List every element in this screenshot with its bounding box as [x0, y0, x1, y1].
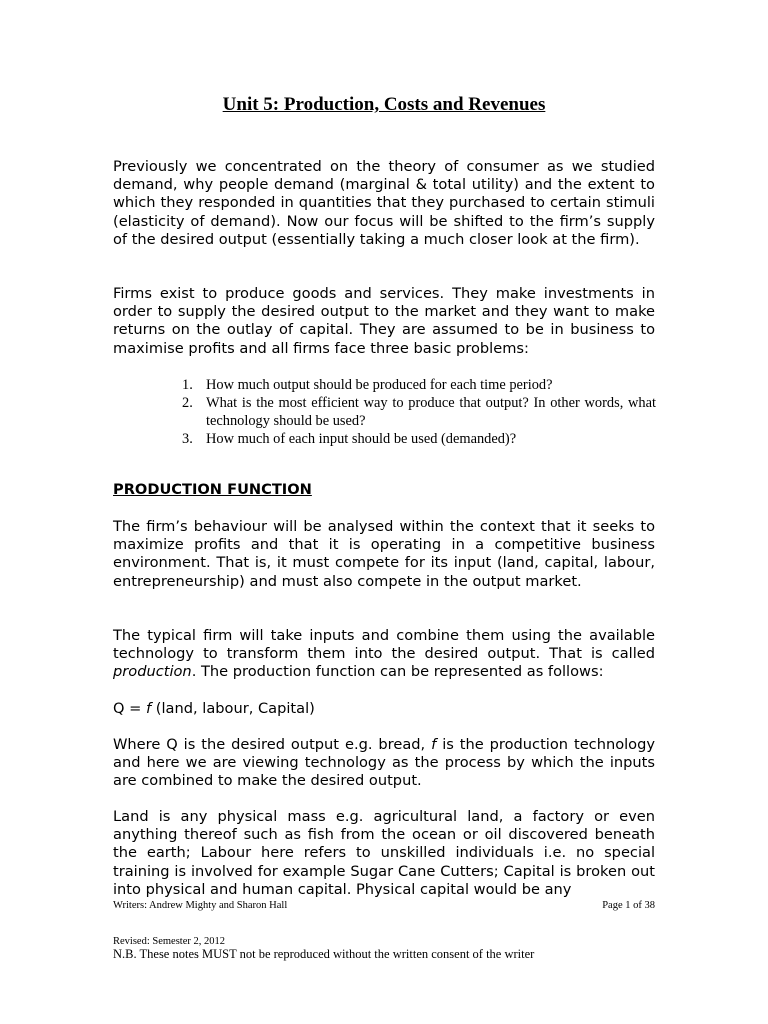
function-symbol: f — [431, 736, 437, 753]
text-run: The typical firm will take inputs and combine them using the available technology to transform them into the desired output. That is called — [113, 627, 655, 663]
list-number: 2. — [182, 395, 193, 411]
production-equation — [113, 700, 655, 718]
footer-revised: Revised: Semester 2, 2012 — [113, 936, 225, 947]
paragraph-land: Land is any physical mass e.g. agricultural land, a factory or even anything thereof such as fish from the ocean or oil discovered beneath the earth; Labour here refers to unskilled individuals i.e. no special training is involved for example Sugar Cane Cutters; Capital is broken out into physical and human capital. Physical capital would be any — [113, 808, 655, 898]
paragraph-behaviour: The firm’s behaviour will be analysed within the context that it seeks to maximize profits and that it is operating in a competitive business environment. That is, it must compete for its input (land, capital, labour, entrepreneurship) and must also compete in the output market. — [113, 518, 655, 590]
list-text: What is the most efficient way to produce that output? In other words, what technology should be used? — [206, 395, 656, 429]
function-symbol: f — [146, 700, 152, 717]
list-number: 1. — [182, 377, 193, 393]
text-run: is the production technology and here we are viewing technology as the process by which the inputs are combined to make the desired output. — [113, 736, 656, 790]
footer-note: N.B. These notes MUST not be reproduced without the written consent of the writer — [113, 947, 535, 961]
text-run: Q = — [113, 700, 146, 717]
text-run: . The production function can be represented as follows: — [191, 663, 604, 681]
list-item — [182, 376, 656, 394]
text-run: (land, labour, Capital) — [151, 700, 315, 717]
list-number: 3. — [182, 431, 193, 447]
list-text: How much output should be produced for each time period? — [206, 377, 553, 393]
paragraph-intro: Previously we concentrated on the theory of consumer as we studied demand, why people demand (marginal & total utility) and the extent to which they responded in quantities that they purchased to certain stimuli (elasticity of demand). Now our focus will be shifted to the firm’s supply of the desired output (essentially taking a much closer look at the firm). — [113, 158, 655, 248]
section-heading: PRODUCTION FUNCTION — [113, 481, 312, 498]
list-text: How much of each input should be used (demanded)? — [206, 431, 517, 447]
list-item — [182, 430, 656, 448]
footer-page-number: Page 1 of 38 — [602, 900, 655, 911]
list-item — [182, 394, 656, 430]
paragraph-where — [113, 736, 655, 791]
text-run: Where Q is the desired output e.g. bread, — [113, 736, 432, 753]
page-title: Unit 5: Production, Costs and Revenues — [222, 94, 546, 115]
paragraph-firms: Firms exist to produce goods and services. They make investments in order to supply the desired output to the market and they want to make returns on the outlay of capital. They are assumed to be in business to maximise profits and all firms face three basic problems: — [113, 285, 655, 357]
emphasis-production: production — [113, 663, 192, 681]
footer-writers: Writers: Andrew Mighty and Sharon Hall — [113, 900, 288, 911]
paragraph-production — [113, 627, 655, 682]
problems-list — [182, 376, 656, 448]
